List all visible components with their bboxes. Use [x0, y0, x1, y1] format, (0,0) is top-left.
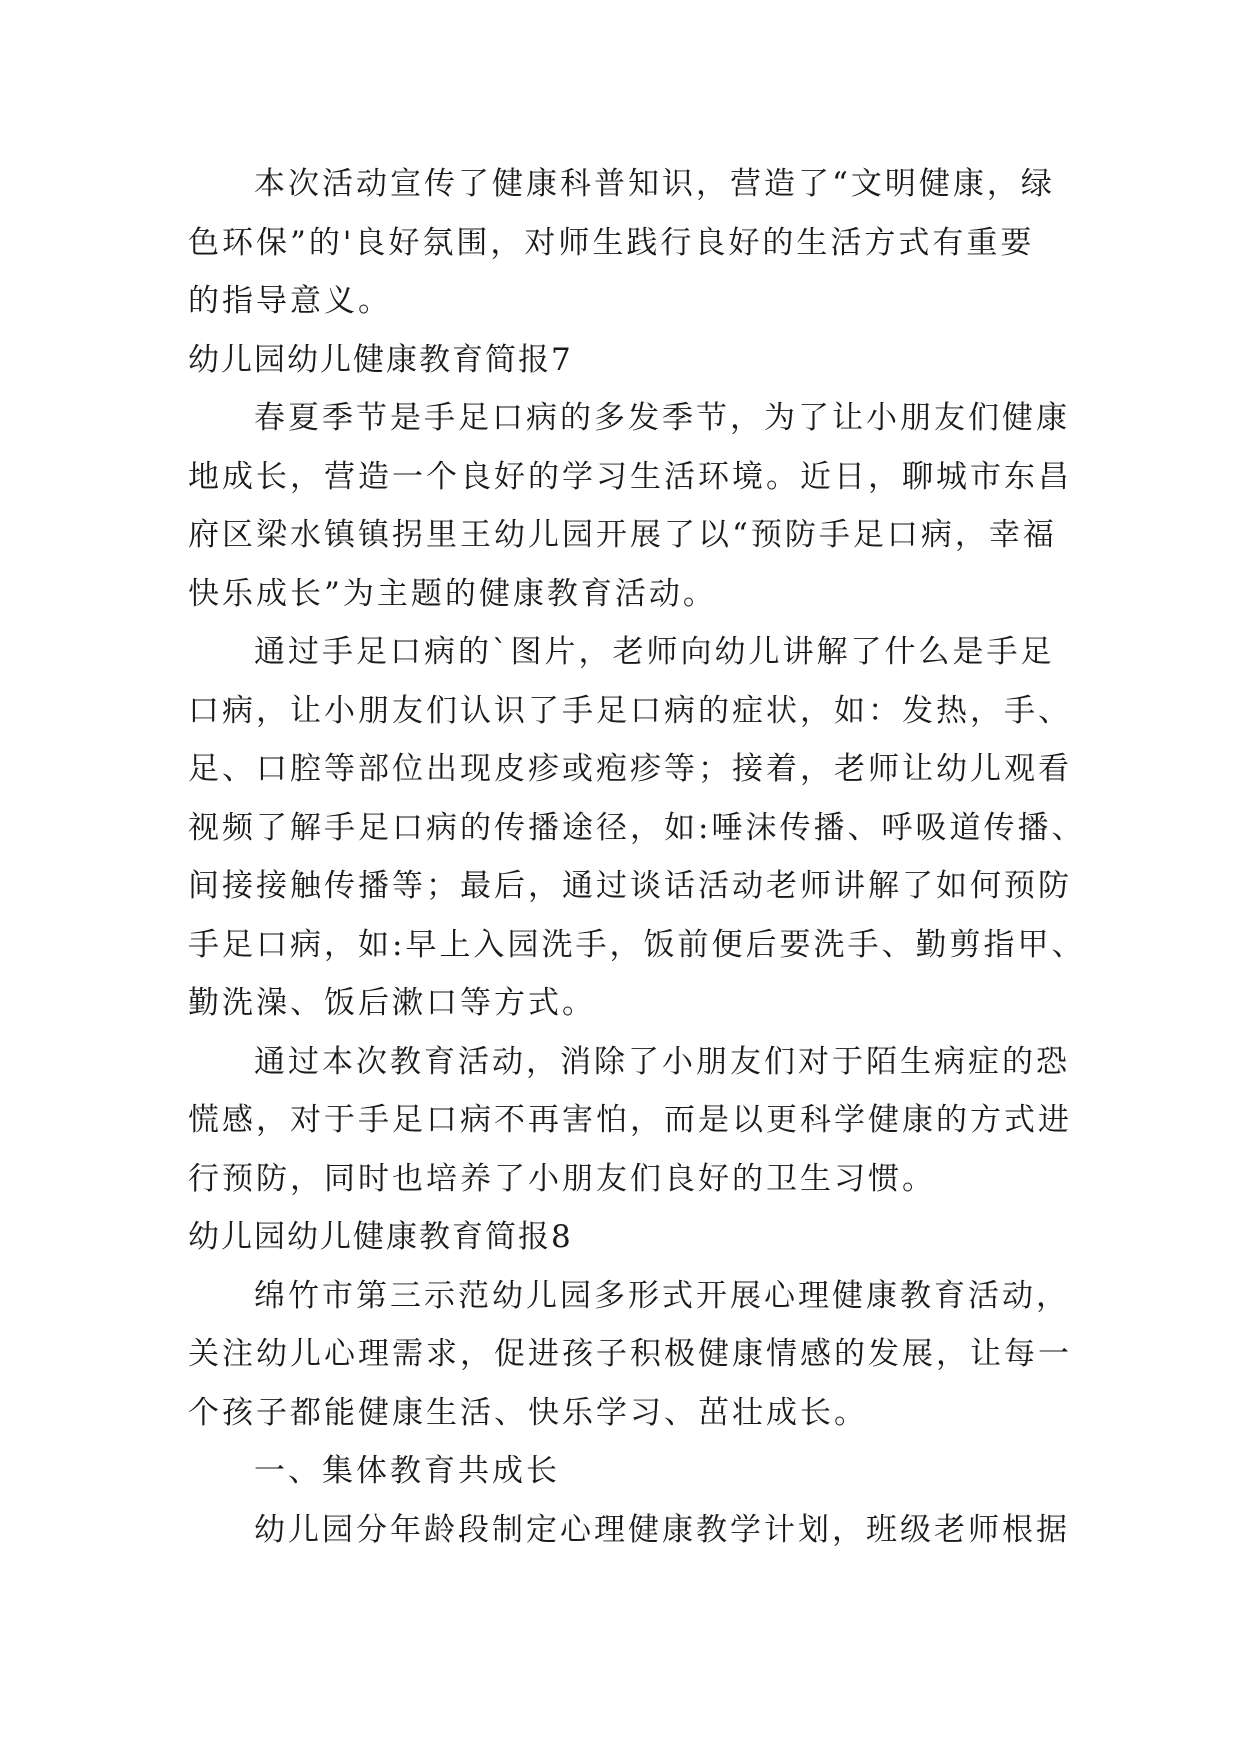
paragraph-line: 关注幼儿心理需求，促进孩子积极健康情感的发展，让每一	[188, 1336, 1072, 1372]
paragraph-line: 色环保”的'良好氛围，对师生践行良好的生活方式有重要	[188, 224, 1035, 261]
paragraph-line: 本次活动宣传了健康科普知识，营造了“文明健康，绿	[254, 166, 1055, 202]
subsection-heading: 一、集体教育共成长	[254, 1453, 560, 1489]
paragraph-line: 幼儿园分年龄段制定心理健康教学计划，班级老师根据	[254, 1511, 1070, 1548]
paragraph-line: 地成长，营造一个良好的学习生活环境。近日，聊城市东昌	[188, 458, 1072, 495]
section-heading-8: 幼儿园幼儿健康教育简报8	[188, 1219, 573, 1255]
paragraph-line: 视频了解手足口病的传播途径，如:唾沫传播、呼吸道传播、	[188, 809, 1086, 846]
section-heading-7: 幼儿园幼儿健康教育简报7	[188, 341, 573, 378]
document-body	[188, 155, 1086, 1559]
paragraph-line: 足、口腔等部位出现皮疹或疱疹等；接着，老师让幼儿观看	[188, 751, 1072, 787]
paragraph-line: 慌感，对于手足口病不再害怕，而是以更科学健康的方式进	[188, 1102, 1072, 1138]
paragraph-line: 间接接触传播等；最后，通过谈话活动老师讲解了如何预防	[188, 868, 1072, 904]
paragraph-line: 春夏季节是手足口病的多发季节，为了让小朋友们健康	[254, 400, 1070, 436]
paragraph-line: 通过手足口病的`图片，老师向幼儿讲解了什么是手足	[254, 634, 1055, 670]
paragraph-line: 手足口病，如:早上入园洗手，饭前便后要洗手、勤剪指甲、	[188, 926, 1086, 963]
paragraph-line: 的指导意义。	[188, 283, 392, 319]
paragraph-line: 府区梁水镇镇拐里王幼儿园开展了以“预防手足口病，幸福	[188, 517, 1057, 553]
paragraph-line: 行预防，同时也培养了小朋友们良好的卫生习惯。	[188, 1160, 936, 1197]
paragraph-line: 勤洗澡、饭后漱口等方式。	[188, 985, 596, 1021]
paragraph-line: 快乐成长”为主题的健康教育活动。	[188, 575, 717, 612]
paragraph-line: 个孩子都能健康生活、快乐学习、茁壮成长。	[188, 1394, 868, 1431]
paragraph-line: 绵竹市第三示范幼儿园多形式开展心理健康教育活动，	[254, 1277, 1070, 1314]
paragraph-line: 通过本次教育活动，消除了小朋友们对于陌生病症的恐	[254, 1043, 1070, 1080]
paragraph-line: 口病，让小朋友们认识了手足口病的症状，如：发热，手、	[188, 692, 1072, 729]
